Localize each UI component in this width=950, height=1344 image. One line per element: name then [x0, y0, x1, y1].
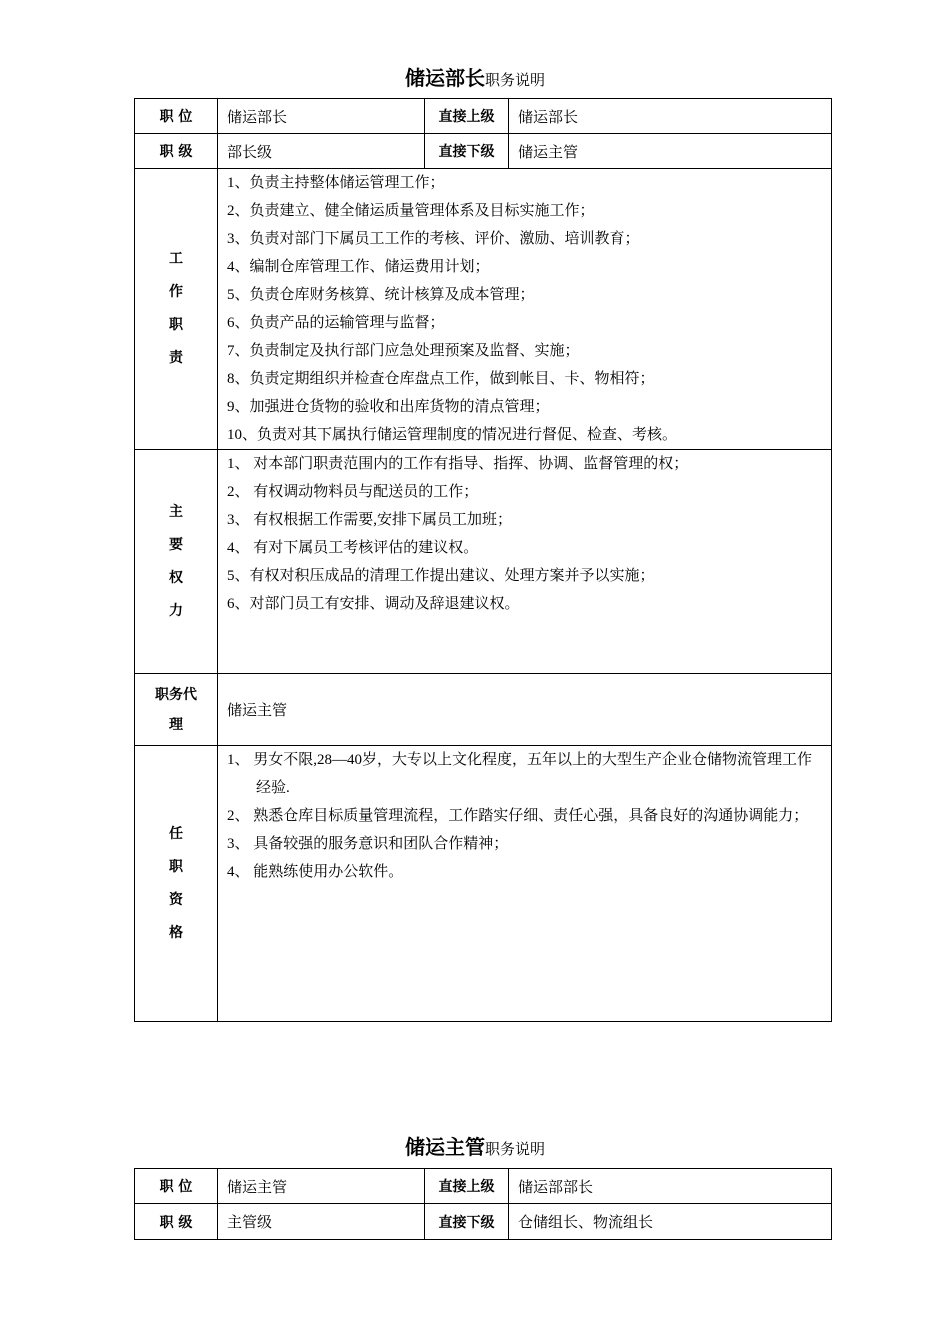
duty-item: 5、负责仓库财务核算、统计核算及成本管理；	[227, 287, 535, 303]
duty-item: 2、负责建立、健全储运质量管理体系及目标实施工作；	[227, 203, 595, 219]
doc1-title-suffix: 职务说明	[484, 73, 545, 89]
superior-label: 直接上级	[425, 1169, 509, 1204]
power-item: 2、 有权调动物料员与配送员的工作；	[227, 484, 479, 500]
doc2-title-main: 储运主管	[404, 1135, 485, 1159]
power-item: 5、有权对积压成品的清理工作提出建议、处理方案并予以实施；	[227, 568, 655, 584]
qualifications-label: 任 职 资 格	[135, 746, 218, 1022]
powers-label: 主 要 权 力	[135, 450, 218, 674]
duty-item: 3、负责对部门下属员工工作的考核、评价、激励、培训教育；	[227, 231, 640, 247]
subordinate-value: 储运主管	[509, 134, 832, 169]
level-value: 主管级	[218, 1204, 425, 1240]
qualifications-list	[218, 746, 832, 1022]
duties-label: 工 作 职 责	[135, 169, 218, 450]
position-value: 储运主管	[218, 1169, 425, 1204]
duty-item: 1、负责主持整体储运管理工作；	[227, 175, 445, 191]
superior-value: 储运部部长	[509, 1169, 832, 1204]
power-item: 3、 有权根据工作需要,安排下属员工加班；	[227, 512, 513, 528]
doc1-title	[0, 62, 950, 91]
duty-item: 8、负责定期组织并检查仓库盘点工作，做到帐目、卡、物相符；	[227, 371, 655, 387]
power-item: 4、 有对下属员工考核评估的建议权。	[227, 540, 479, 556]
qualification-item: 2、 熟悉仓库目标质量管理流程，工作踏实仔细、责任心强，具备良好的沟通协调能力；	[227, 808, 809, 824]
level-label: 职 级	[135, 1204, 218, 1240]
qualification-item: 4、 能熟练使用办公软件。	[227, 864, 404, 880]
superior-value: 储运部长	[509, 99, 832, 134]
doc2-title-suffix: 职务说明	[484, 1142, 545, 1158]
doc2-title	[0, 1131, 950, 1160]
position-value: 储运部长	[218, 99, 425, 134]
doc1-title-main: 储运部长	[404, 66, 485, 90]
proxy-label: 职务代 理	[135, 674, 218, 746]
position-label: 职 位	[135, 1169, 218, 1204]
duty-item: 6、负责产品的运输管理与监督；	[227, 315, 445, 331]
power-item: 6、对部门员工有安排、调动及辞退建议权。	[227, 596, 520, 612]
subordinate-label: 直接下级	[425, 134, 509, 169]
superior-label: 直接上级	[425, 99, 509, 134]
duty-item: 7、负责制定及执行部门应急处理预案及监督、实施；	[227, 343, 580, 359]
qualification-item: 3、 具备较强的服务意识和团队合作精神；	[227, 836, 509, 852]
duty-item: 4、编制仓库管理工作、储运费用计划；	[227, 259, 490, 275]
position-label: 职 位	[135, 99, 218, 134]
level-label: 职 级	[135, 134, 218, 169]
doc1-table	[134, 98, 832, 1022]
powers-list	[218, 450, 832, 674]
subordinate-label: 直接下级	[425, 1204, 509, 1240]
doc2-table	[134, 1168, 832, 1240]
subordinate-value: 仓储组长、物流组长	[509, 1204, 832, 1240]
qualification-item: 1、 男女不限,28—40岁，大专以上文化程度，五年以上的大型生产企业仓储物流管理工作经验.	[227, 752, 813, 796]
duty-item: 10、负责对其下属执行储运管理制度的情况进行督促、检查、考核。	[227, 427, 678, 443]
power-item: 1、 对本部门职责范围内的工作有指导、指挥、协调、监督管理的权；	[227, 456, 689, 472]
duty-item: 9、加强进仓货物的验收和出库货物的清点管理；	[227, 399, 550, 415]
proxy-value: 储运主管	[218, 674, 832, 746]
level-value: 部长级	[218, 134, 425, 169]
duties-list	[218, 169, 832, 450]
